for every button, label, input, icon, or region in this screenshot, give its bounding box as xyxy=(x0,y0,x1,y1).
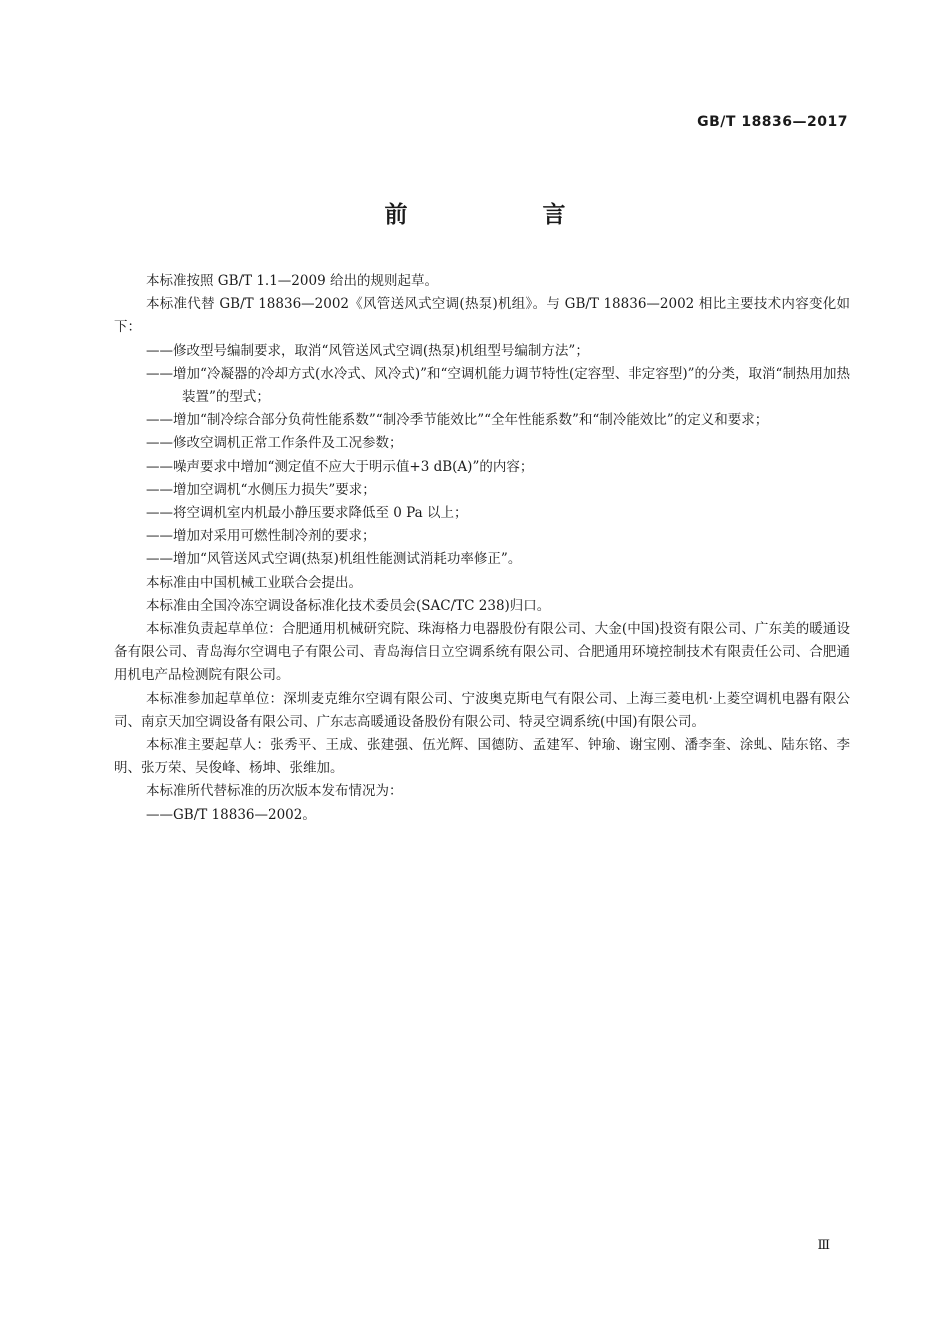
paragraph-replacement: 本标准代替 GB/T 18836—2002《风管送风式空调(热泵)机组》。与 GB/T 18836—2002 相比主要技术内容变化如下： xyxy=(114,296,850,336)
change-item: ——增加对采用可燃性制冷剂的要求； xyxy=(146,528,376,545)
change-item: ——增加“冷凝器的冷却方式(水冷式、风冷式)”和“空调机能力调节特性(定容型、非定容型)”的分类，取消“制热用加热装置”的型式； xyxy=(146,365,850,406)
change-item: ——增加“制冷综合部分负荷性能系数”“制冷季节能效比”“全年性能系数”和“制冷能效比”的定义和要求； xyxy=(146,412,769,429)
page-number: Ⅲ xyxy=(817,1238,830,1253)
change-item: ——增加空调机“水侧压力损失”要求； xyxy=(146,481,376,498)
change-item: ——修改型号编制要求，取消“风管送风式空调(热泵)机组型号编制方法”； xyxy=(146,342,589,359)
standard-code-header: GB/T 18836—2017 xyxy=(697,114,848,130)
paragraph-version-history: 本标准所代替标准的历次版本发布情况为： xyxy=(146,783,403,800)
change-item: ——修改空调机正常工作条件及工况参数； xyxy=(146,435,403,452)
paragraph-lead-drafters: 本标准负责起草单位：合肥通用机械研究院、珠海格力电器股份有限公司、大金(中国)投资有限公司、广东美的暖通设备有限公司、青岛海尔空调电子有限公司、青岛海信日立空调系统有限公司、合肥通用环境控制技术有限责任公司、合肥通用机电产品检测院有限公司。 xyxy=(114,621,850,684)
version-history-item: ——GB/T 18836—2002。 xyxy=(146,806,316,823)
paragraph-drafting-rules: 本标准按照 GB/T 1.1—2009 给出的规则起草。 xyxy=(146,273,438,289)
foreword-body xyxy=(114,270,850,827)
paragraph-proposer: 本标准由中国机械工业联合会提出。 xyxy=(146,574,362,591)
page-title: 前 言 xyxy=(384,202,622,228)
paragraph-participating-drafters: 本标准参加起草单位：深圳麦克维尔空调有限公司、宁波奥克斯电气有限公司、上海三菱电机·上菱空调机电器有限公司、南京天加空调设备有限公司、广东志高暖通设备股份有限公司、特灵空调系统(中国)有限公司。 xyxy=(114,690,850,730)
paragraph-main-drafters: 本标准主要起草人：张秀平、王成、张建强、伍光辉、国德防、孟建军、钟瑜、谢宝刚、潘李奎、涂虬、陆东铭、李明、张万荣、吴俊峰、杨坤、张维加。 xyxy=(114,737,850,777)
paragraph-committee: 本标准由全国冷冻空调设备标准化技术委员会(SAC/TC 238)归口。 xyxy=(146,597,551,614)
change-item: ——增加“风管送风式空调(热泵)机组性能测试消耗功率修正”。 xyxy=(146,551,522,568)
change-item: ——噪声要求中增加“测定值不应大于明示值+3 dB(A)”的内容； xyxy=(146,458,534,475)
change-item: ——将空调机室内机最小静压要求降低至 0 Pa 以上； xyxy=(146,505,468,522)
